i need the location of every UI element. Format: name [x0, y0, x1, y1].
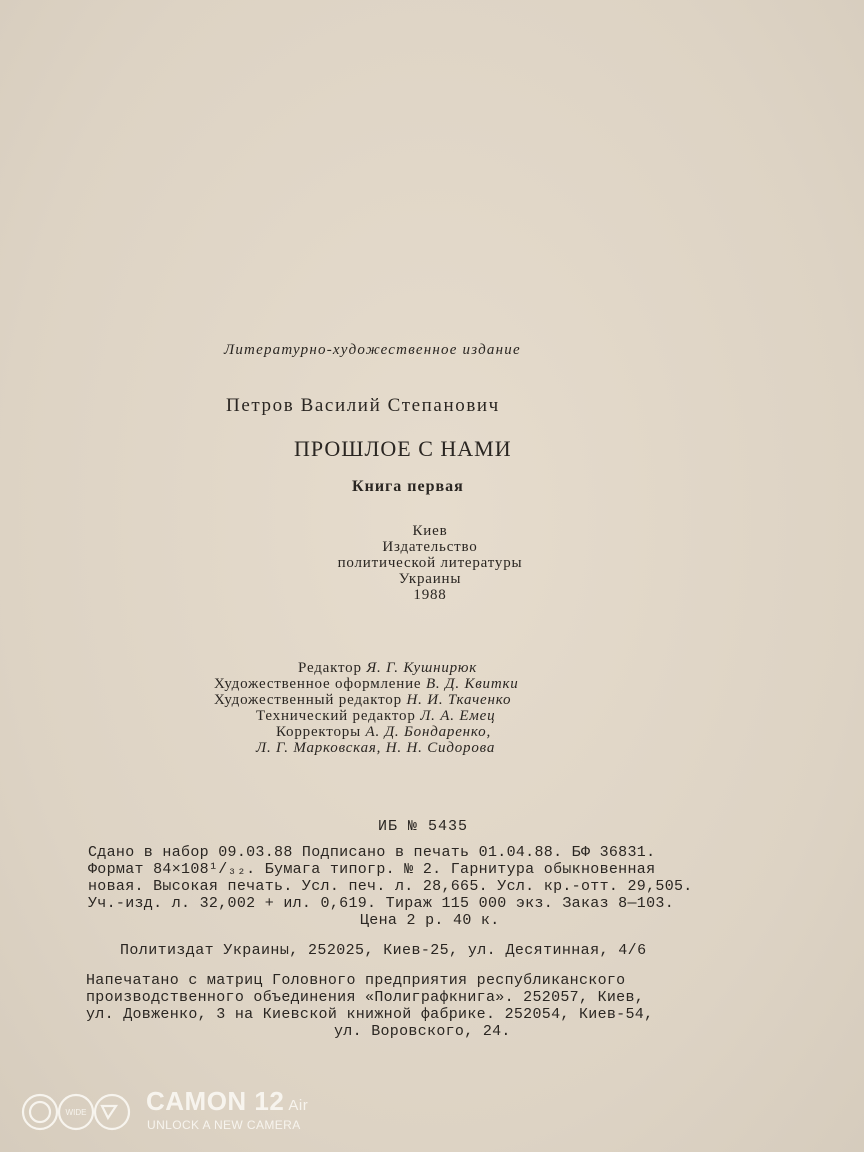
- credit-line: Художественный редактор Н. И. Ткаченко: [214, 692, 512, 708]
- printing-line: ул. Воровского, 24.: [334, 1023, 511, 1040]
- credit-line: Художественное оформление В. Д. Квитки: [214, 676, 519, 692]
- camera-brand: CAMON 12 Air: [146, 1086, 309, 1116]
- publisher-block: [300, 523, 560, 603]
- printing-line: производственного объединения «Полиграфкнига». 252057, Киев,: [86, 989, 645, 1006]
- credit-line: Технический редактор Л. А. Емец: [256, 708, 496, 724]
- credit-line: Корректоры А. Д. Бондаренко,: [276, 724, 491, 740]
- price-line: Цена 2 р. 40 к.: [360, 912, 500, 929]
- spec-line: Формат 84×108¹/₃₂. Бумага типогр. № 2. Гарнитура обыкновенная: [88, 861, 656, 878]
- spec-line: Сдано в набор 09.03.88 Подписано в печать 01.04.88. БФ 36831.: [88, 844, 656, 861]
- ib-number: ИБ № 5435: [378, 818, 469, 835]
- publisher-name-line2: политической литературы: [337, 555, 523, 571]
- publisher-city: Киев: [412, 523, 448, 539]
- spec-line: Уч.-изд. л. 32,002 + ил. 0,619. Тираж 115 000 экз. Заказ 8—103.: [88, 895, 674, 912]
- publication-year: 1988: [413, 587, 447, 603]
- credit-line: Редактор Я. Г. Кушнирюк: [298, 660, 478, 676]
- publisher-name-line1: Издательство: [382, 539, 478, 555]
- credits-block: [214, 660, 519, 756]
- camera-tagline: UNLOCK A NEW CAMERA: [147, 1118, 301, 1132]
- printing-line: ул. Довженко, 3 на Киевской книжной фабрике. 252054, Киев-54,: [86, 1006, 654, 1023]
- book-title: ПРОШЛОЕ С НАМИ: [294, 436, 512, 461]
- printing-info: [86, 972, 653, 1040]
- camera-logo-icon: [20, 1090, 132, 1134]
- publisher-address: Политиздат Украины, 252025, Киев-25, ул. Десятинная, 4/6: [120, 942, 647, 959]
- camera-logo-label: WIDE: [65, 1108, 87, 1117]
- print-specs: [88, 844, 693, 929]
- spec-line: новая. Высокая печать. Усл. печ. л. 28,665. Усл. кр.-отт. 29,505.: [88, 878, 693, 895]
- credit-line: Л. Г. Марковская, Н. Н. Сидорова: [256, 740, 496, 756]
- volume-label: Книга первая: [352, 478, 464, 495]
- author-name: Петров Василий Степанович: [226, 395, 500, 416]
- edition-type: Литературно-художественное издание: [224, 342, 521, 358]
- publisher-name-line3: Украины: [398, 571, 462, 587]
- printing-line: Напечатано с матриц Головного предприятия республиканского: [86, 972, 626, 989]
